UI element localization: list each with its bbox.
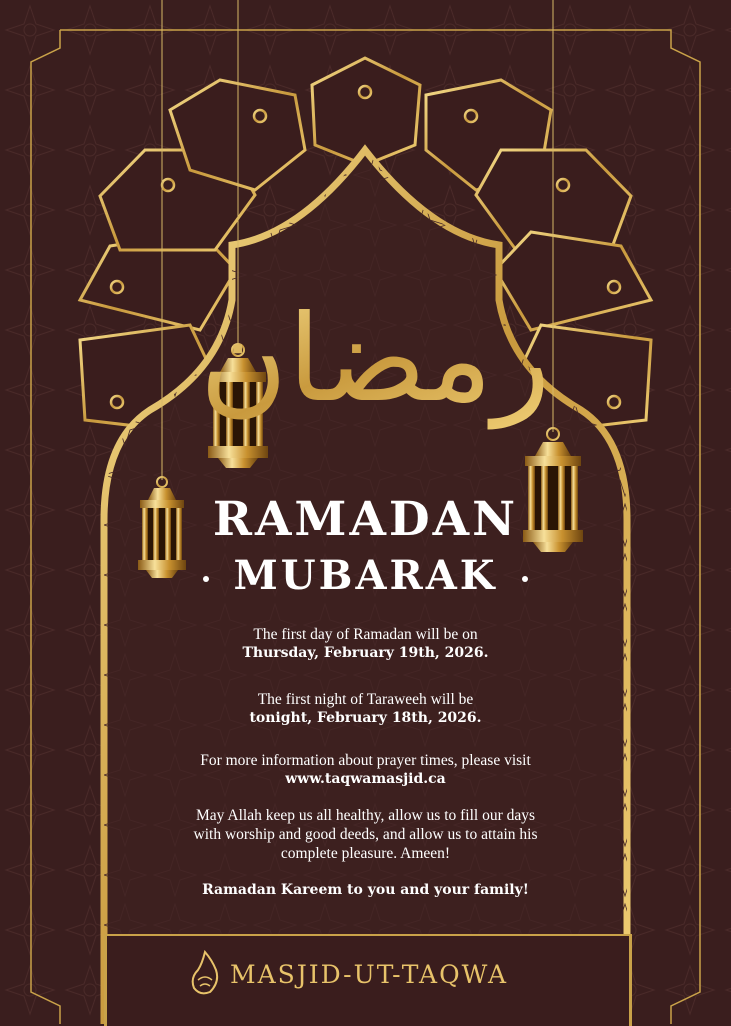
message-first-day-line1: The first day of Ramadan will be on xyxy=(253,626,478,643)
message-closing xyxy=(130,881,601,900)
message-first-day-date: Thursday, February 19th, 2026. xyxy=(242,645,489,661)
message-closing-text: Ramadan Kareem to you and your family! xyxy=(202,882,529,898)
message-prayer-times-line1: For more information about prayer times, please visit xyxy=(200,752,531,769)
ramadan-calligraphy: رمضان xyxy=(199,290,551,429)
masjid-logo-icon xyxy=(188,950,222,998)
message-taraweeh xyxy=(130,690,601,728)
footer-masjid-name: MASJID-UT-TAQWA xyxy=(230,960,509,989)
message-taraweeh-line1: The first night of Taraweeh will be xyxy=(257,691,474,708)
title-mubarak: MUBARAK xyxy=(233,552,498,599)
message-dua-line2: with worship and good deeds, and allow us to attain his xyxy=(193,826,538,843)
title-ramadan: RAMADAN xyxy=(212,492,519,547)
title-mubarak-row xyxy=(0,552,731,599)
decorative-dot-right xyxy=(522,576,528,582)
message-dua-line1: May Allah keep us all healthy, allow us to fill our days xyxy=(195,807,536,824)
website-link[interactable]: www.taqwamasjid.ca xyxy=(285,771,446,787)
message-first-day xyxy=(130,625,601,663)
message-dua xyxy=(130,806,601,863)
message-prayer-times xyxy=(130,751,601,789)
message-dua-line3: complete pleasure. Ameen! xyxy=(280,845,451,862)
message-taraweeh-date: tonight, February 18th, 2026. xyxy=(249,710,482,726)
decorative-dot-left xyxy=(203,576,209,582)
